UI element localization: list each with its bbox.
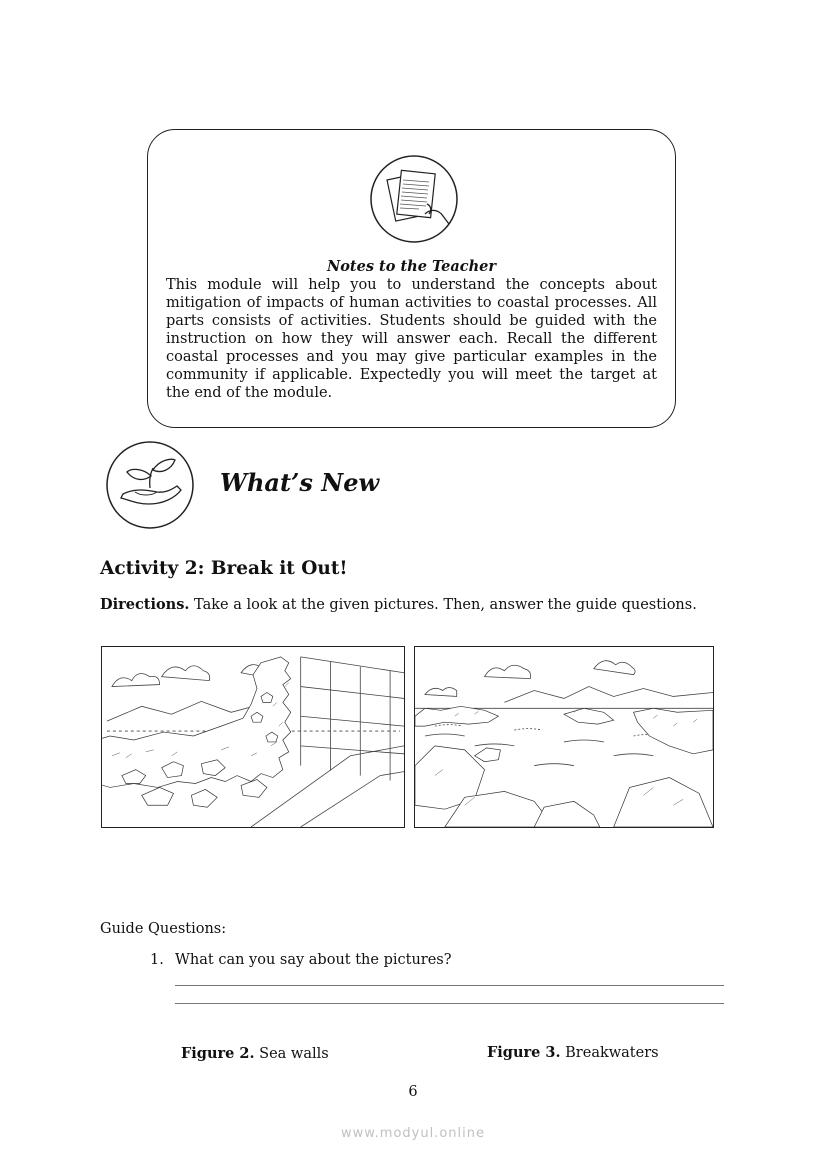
figure-2-label: Figure 2. xyxy=(181,1045,255,1062)
breakwater-illustration xyxy=(414,646,714,828)
directions xyxy=(100,596,697,613)
notes-title: Notes to the Teacher xyxy=(327,258,496,275)
directions-text: Take a look at the given pictures. Then, answer the guide questions. xyxy=(189,597,697,613)
watermark: www.modyul.online xyxy=(340,1126,486,1141)
answer-line[interactable] xyxy=(175,1003,724,1004)
directions-label: Directions. xyxy=(100,596,190,613)
figure-3-text: Breakwaters xyxy=(560,1045,659,1061)
activity-title: Activity 2: Break it Out! xyxy=(100,558,348,579)
answer-line[interactable] xyxy=(175,985,724,986)
question-text: What can you say about the pictures? xyxy=(175,952,452,968)
figure-3-caption xyxy=(487,1044,659,1061)
figure-2-text: Sea walls xyxy=(254,1046,329,1062)
sea-wall-illustration xyxy=(101,646,405,828)
notes-body: This module will help you to understand the concepts about mitigation of impacts of human activities to coastal processes. All parts consists of activities. Students should be guided with the instruction on how they will answer each. Recall the different coastal processes and you may give particular examples in the community if applicable. Expectedly you will meet the target at the end of the module. xyxy=(166,277,657,401)
figure-2-caption xyxy=(181,1045,329,1062)
guide-questions-label: Guide Questions: xyxy=(100,921,227,937)
page-number: 6 xyxy=(408,1084,418,1100)
papers-in-hand-icon xyxy=(369,154,459,244)
seedling-in-hand-icon xyxy=(105,440,195,530)
question-number: 1. xyxy=(150,952,164,968)
section-title: What’s New xyxy=(220,468,380,497)
figure-3-label: Figure 3. xyxy=(487,1044,561,1061)
notes-to-teacher-box xyxy=(147,129,676,428)
